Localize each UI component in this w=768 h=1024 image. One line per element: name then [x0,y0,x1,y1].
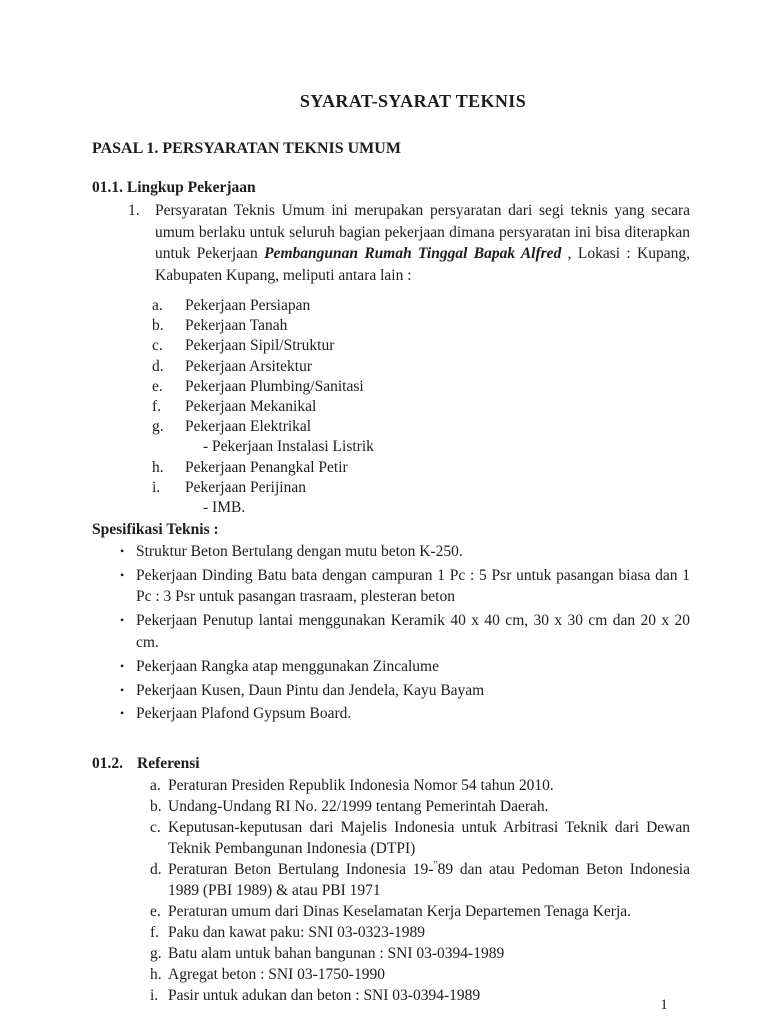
reference-item [92,922,694,943]
list-marker: d. [152,357,164,375]
list-marker: h. [152,458,164,476]
text-run: Persyaratan Teknis Umum ini merupakan persyaratan dari segi teknis yang secara umum berlaku untuk seluruh bagian pekerjaan dimana persyaratan ini bisa diterapkan untuk Pekerjaan [155,202,690,262]
reference-item [92,775,694,796]
text-run: Peraturan Presiden Republik Indonesia Nomor 54 tahun 2010. [168,777,554,795]
text-run: Agregat beton : SNI 03-1750-1990 [168,966,385,984]
spec-item [92,565,694,609]
work-label: Pekerjaan Perijinan [185,478,306,496]
reference-text [168,775,690,796]
work-label: Pekerjaan Persiapan [185,297,311,314]
list-marker: b. [152,317,164,335]
reference-item [92,985,694,1006]
text-run: Peraturan umum dari Dinas Keselamatan Kerja Departemen Tenaga Kerja. [168,903,632,921]
reference-text [168,859,690,901]
bullet-icon: • [120,658,125,673]
spec-text: Pekerjaan Penutup lantai menggunakan Keramik 40 x 40 cm, 30 x 30 cm dan 20 x 20 cm. [136,612,690,651]
list-marker: f. [152,398,162,416]
reference-item [92,859,694,901]
reference-text [168,922,690,943]
work-item [152,417,694,437]
list-marker: h. [150,966,162,984]
reference-list [92,775,694,1006]
list-marker: a. [152,297,163,314]
document-title: SYARAT-SYARAT TEKNIS [299,91,527,111]
work-item [152,316,694,336]
text-run: Pasir untuk adukan dan beton : SNI 03-0394-1989 [168,987,481,1005]
spec-text: Pekerjaan Plafond Gypsum Board. [136,705,352,723]
intro-text [155,200,690,286]
list-marker: c. [152,337,163,355]
reference-item [92,943,694,964]
list-marker: i. [152,478,161,496]
reference-item [92,964,694,985]
work-label: Pekerjaan Plumbing/Sanitasi [185,377,364,395]
intro-paragraph [92,200,694,286]
list-marker: b. [150,798,162,816]
page-number: 1 [660,997,668,1013]
reference-text [168,817,690,859]
reference-item [92,901,694,922]
bullet-icon: • [120,613,125,628]
document-content [92,130,694,1006]
list-marker: e. [152,377,163,395]
spec-item [92,610,694,654]
work-label: Pekerjaan Elektrikal [185,418,312,436]
text-run: Undang-Undang RI No. 22/1999 tentang Pemerintah Daerah. [168,798,549,816]
list-marker: g. [152,418,164,436]
spec-item [92,541,694,563]
spec-text: Pekerjaan Kusen, Daun Pintu dan Jendela, Kayu Bayam [136,681,485,699]
reference-item [92,796,694,817]
section-1-heading: 01.1. Lingkup Pekerjaan [92,178,256,196]
work-sub-item: - Pekerjaan Instalasi Listrik [203,438,374,456]
list-marker: 1. [128,202,140,219]
text-run: " [433,859,438,871]
bullet-icon: • [120,567,125,582]
reference-item [92,817,694,859]
reference-text [168,901,690,922]
work-item [152,296,694,316]
bullet-icon: • [120,543,125,558]
text-run: 89 dan atau Pedoman Beton Indonesia 1989 (PBI 1989) & atau PBI 1971 [168,861,690,900]
bullet-icon: • [120,706,125,721]
work-item [152,397,694,417]
work-sub-item: - IMB. [203,499,246,517]
section-2-number: 01.2. [92,755,123,773]
text-run: Batu alam untuk bahan bangunan : SNI 03-0394-1989 [168,945,505,963]
text-run: Paku dan kawat paku: SNI 03-0323-1989 [168,924,425,942]
work-item [152,478,694,498]
text-run: Pembangunan Rumah Tinggal Bapak Alfred [264,245,562,262]
works-list [92,296,694,518]
spec-item [92,656,694,678]
list-marker: d. [150,861,162,879]
work-label: Pekerjaan Mekanikal [185,398,317,416]
work-item [152,336,694,356]
spec-heading: Spesifikasi Teknis : [92,521,219,539]
work-label: Pekerjaan Tanah [185,317,288,335]
spec-text: Pekerjaan Dinding Batu bata dengan campuran 1 Pc : 5 Psr untuk pasangan biasa dan 1 Pc : 3 Psr untuk pasangan trasraam, plesteran beton [136,566,690,606]
reference-text [168,985,690,1006]
list-marker: i. [150,987,159,1005]
spec-item [92,703,694,725]
list-marker: c. [150,819,161,837]
spec-text: Pekerjaan Rangka atap menggunakan Zincalume [136,657,439,675]
work-label: Pekerjaan Arsitektur [185,357,312,375]
section-2-label: Referensi [137,755,200,773]
text-run: Peraturan Beton Bertulang Indonesia 19- [168,861,434,879]
work-label: Pekerjaan Sipil/Struktur [185,337,335,355]
section-2-heading [92,753,694,775]
list-marker: a. [150,777,161,795]
work-item [152,458,694,478]
spec-text: Struktur Beton Bertulang dengan mutu beton K-250. [136,542,463,560]
bullet-icon: • [120,682,125,697]
work-item [152,357,694,377]
reference-text [168,964,690,985]
list-marker: f. [150,924,160,942]
text-run: Keputusan-keputusan dari Majelis Indonesia untuk Arbitrasi Teknik dari Dewan Teknik Pembangunan Indonesia (DTPI) [168,819,690,858]
work-label: Pekerjaan Penangkal Petir [185,458,348,476]
spec-list [92,541,694,725]
work-item [152,377,694,397]
list-marker: g. [150,945,162,963]
pasal-heading: PASAL 1. PERSYARATAN TEKNIS UMUM [92,140,401,157]
list-marker: e. [150,903,161,921]
text-run: , Lokasi : Kupang, Kabupaten Kupang, meliputi antara lain : [155,245,690,284]
reference-text [168,943,690,964]
spec-item [92,680,694,702]
reference-text [168,796,690,817]
